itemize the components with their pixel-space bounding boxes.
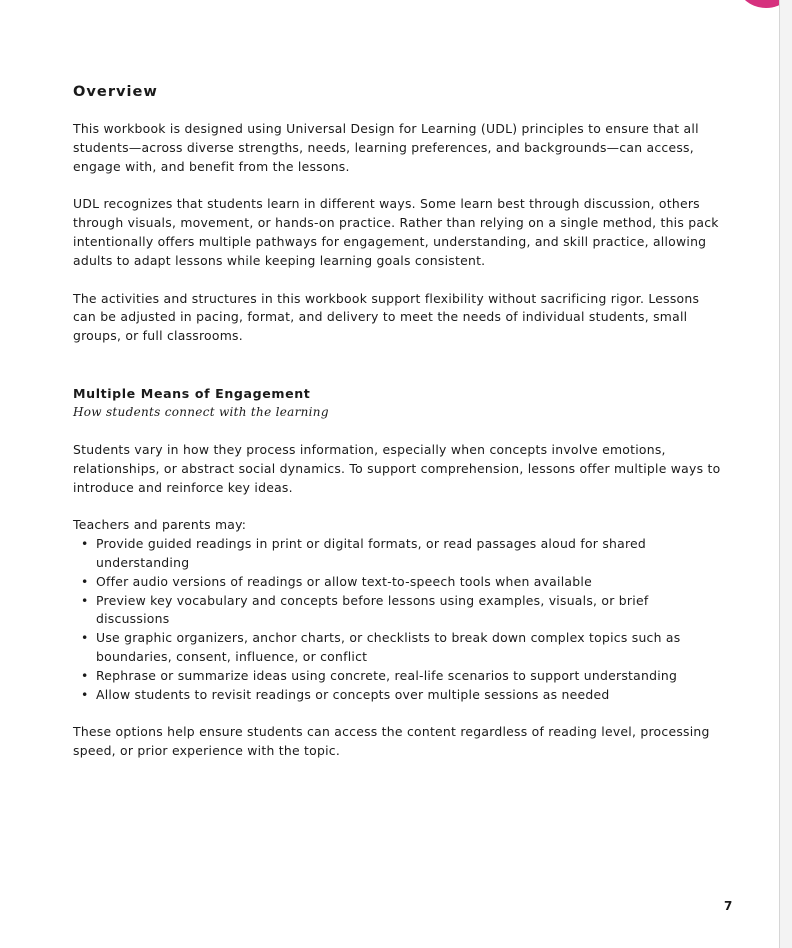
engagement-closing: These options help ensure students can access the content regardless of reading level, processing speed, or prior experience with the topic. [73,724,710,759]
overview-heading: Overview [73,83,158,100]
engagement-heading: Multiple Means of Engagement [73,385,311,401]
page-number: 7 [724,899,733,913]
list-item: • Allow students to revisit readings or concepts over multiple sessions as needed [96,686,723,705]
overview-paragraph-2: UDL recognizes that students learn in different ways. Some learn best through discussion, others through visuals, movement, or hands-on practice. Rather than relying on a single method, this pack intentionally offers multiple pathways for engagement, understanding, and skill practice, allowing adults to adapt lessons while keeping learning goals consistent. [73,196,719,268]
list-item: • Offer audio versions of readings or allow text-to-speech tools when available [96,573,723,592]
overview-paragraph-1: This workbook is designed using Universal Design for Learning (UDL) principles to ensure that all students—across diverse strengths, needs, learning preferences, and backgrounds—can access, engage with, and benefit from the lessons. [73,121,699,174]
list-item: • Use graphic organizers, anchor charts, or checklists to break down complex topics such as boundaries, consent, influence, or conflict [96,629,723,667]
strategy-list [73,535,723,704]
decorative-corner-circle [735,0,780,8]
overview-paragraph-3: The activities and structures in this workbook support flexibility without sacrificing rigor. Lessons can be adjusted in pacing, format, and delivery to meet the needs of individual students, small groups, or full classrooms. [73,290,700,344]
list-item: • Provide guided readings in print or digital formats, or read passages aloud for shared understanding [96,535,723,573]
engagement-subtitle: How students connect with the learning [73,404,329,419]
list-intro: Teachers and parents may: [73,517,247,533]
list-item: • Rephrase or summarize ideas using concrete, real-life scenarios to support understanding [96,667,723,686]
engagement-intro: Students vary in how they process information, especially when concepts involve emotions, relationships, or abstract social dynamics. To support comprehension, lessons offer multiple ways to introduce and reinforce key ideas. [73,441,721,495]
list-item: • Preview key vocabulary and concepts before lessons using examples, visuals, or brief discussions [96,592,723,630]
page-content [73,82,723,780]
viewer-scrollbar-track[interactable] [779,0,792,948]
